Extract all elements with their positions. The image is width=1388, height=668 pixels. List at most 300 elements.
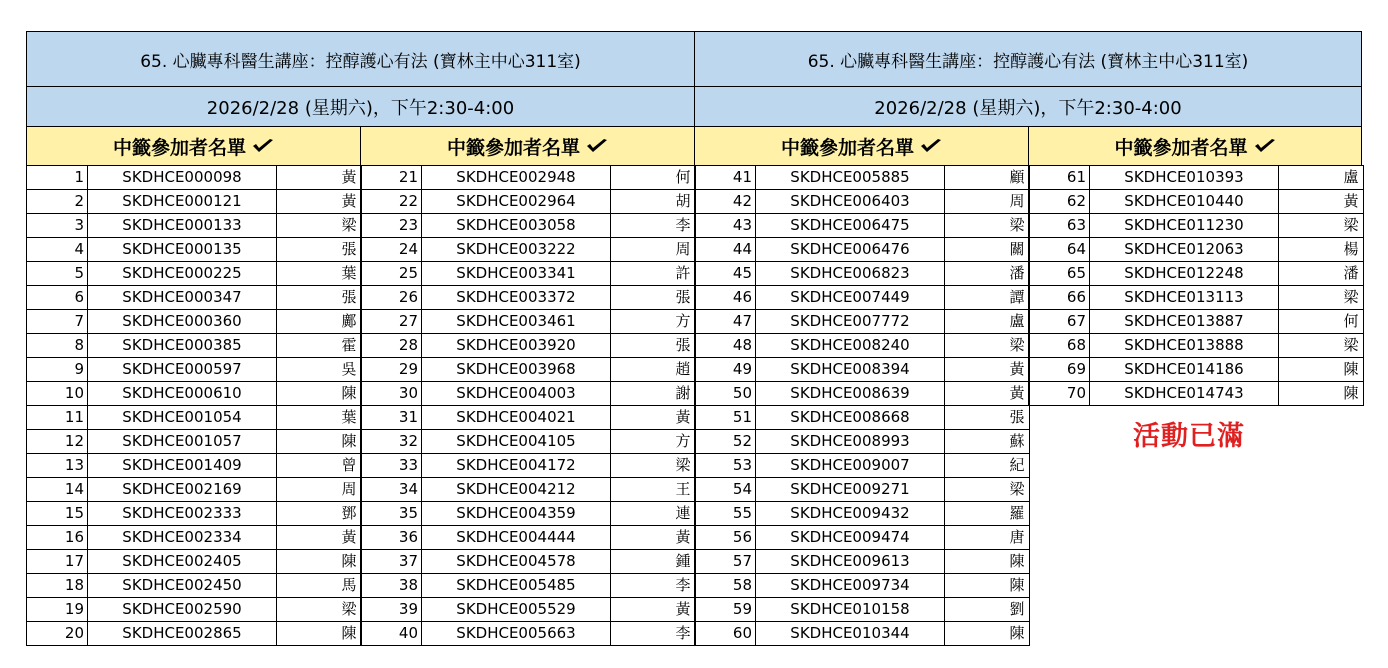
table-row (27, 550, 362, 574)
row-number: 34 (361, 478, 422, 502)
table-row (1029, 214, 1364, 238)
table-row (695, 358, 1030, 382)
row-number: 57 (695, 550, 756, 574)
table-row (695, 454, 1030, 478)
participant-code: SKDHCE004578 (422, 550, 611, 574)
row-number: 56 (695, 526, 756, 550)
participant-code: SKDHCE008240 (756, 334, 945, 358)
participant-surname: 周 (945, 190, 1030, 214)
table-row (27, 262, 362, 286)
participant-code: SKDHCE004212 (422, 478, 611, 502)
participant-code: SKDHCE004105 (422, 430, 611, 454)
row-number: 70 (1029, 382, 1090, 406)
participant-code: SKDHCE008394 (756, 358, 945, 382)
row-number: 49 (695, 358, 756, 382)
participant-surname: 胡 (611, 190, 696, 214)
table-row (27, 238, 362, 262)
check-icon (1254, 139, 1276, 153)
participant-surname: 陳 (1279, 382, 1364, 406)
participant-code: SKDHCE006475 (756, 214, 945, 238)
participant-surname: 黃 (945, 358, 1030, 382)
row-number: 55 (695, 502, 756, 526)
row-number: 59 (695, 598, 756, 622)
participant-surname: 劉 (945, 598, 1030, 622)
participant-surname: 李 (611, 574, 696, 598)
participant-code: SKDHCE007772 (756, 310, 945, 334)
event-full-notice: 活動已滿 (1133, 421, 1245, 452)
row-number: 44 (695, 238, 756, 262)
row-number: 7 (27, 310, 88, 334)
table-row (361, 454, 696, 478)
participant-code: SKDHCE002169 (88, 478, 277, 502)
table-row (27, 334, 362, 358)
participant-surname: 關 (945, 238, 1030, 262)
participant-surname: 黃 (1279, 190, 1364, 214)
participant-surname: 葉 (277, 406, 362, 430)
table-row (695, 262, 1030, 286)
participant-surname: 梁 (277, 214, 362, 238)
participant-code: SKDHCE002405 (88, 550, 277, 574)
participant-surname: 盧 (1279, 166, 1364, 190)
participant-code: SKDHCE001057 (88, 430, 277, 454)
row-number: 6 (27, 286, 88, 310)
table-row (1029, 382, 1364, 406)
participant-code: SKDHCE013887 (1090, 310, 1279, 334)
participant-code: SKDHCE010440 (1090, 190, 1279, 214)
participant-surname: 黃 (945, 382, 1030, 406)
row-number: 41 (695, 166, 756, 190)
participant-surname: 連 (611, 502, 696, 526)
row-number: 36 (361, 526, 422, 550)
row-number: 39 (361, 598, 422, 622)
row-number: 32 (361, 430, 422, 454)
table-row (361, 574, 696, 598)
table-row (27, 454, 362, 478)
participant-code: SKDHCE009432 (756, 502, 945, 526)
participant-code: SKDHCE002333 (88, 502, 277, 526)
participant-code: SKDHCE012063 (1090, 238, 1279, 262)
table-row (695, 550, 1030, 574)
row-number: 67 (1029, 310, 1090, 334)
row-number: 45 (695, 262, 756, 286)
participant-surname: 王 (611, 478, 696, 502)
participant-code: SKDHCE004172 (422, 454, 611, 478)
participant-surname: 顧 (945, 166, 1030, 190)
row-number: 63 (1029, 214, 1090, 238)
participant-code: SKDHCE005663 (422, 622, 611, 646)
table-row (361, 238, 696, 262)
table-row (361, 214, 696, 238)
participant-surname: 陳 (945, 622, 1030, 646)
check-icon (252, 139, 274, 153)
table-row (27, 478, 362, 502)
participant-surname: 黃 (611, 598, 696, 622)
participant-surname: 黃 (277, 166, 362, 190)
table-row (361, 262, 696, 286)
participant-surname: 唐 (945, 526, 1030, 550)
table-row (695, 406, 1030, 430)
participant-surname: 譚 (945, 286, 1030, 310)
row-number: 37 (361, 550, 422, 574)
list-heading-2 (360, 126, 695, 166)
row-number: 16 (27, 526, 88, 550)
row-number: 11 (27, 406, 88, 430)
table-row (361, 622, 696, 646)
participant-code: SKDHCE009734 (756, 574, 945, 598)
participant-code: SKDHCE000597 (88, 358, 277, 382)
table-row (695, 574, 1030, 598)
panel-title-right: 65. 心臟專科醫生講座：控醇護心有法 (寶林主中心311室) (694, 31, 1362, 87)
row-number: 66 (1029, 286, 1090, 310)
participant-surname: 盧 (945, 310, 1030, 334)
row-number: 31 (361, 406, 422, 430)
table-row (27, 214, 362, 238)
participant-code: SKDHCE002948 (422, 166, 611, 190)
participant-surname: 何 (1279, 310, 1364, 334)
participant-surname: 陳 (277, 550, 362, 574)
participant-surname: 李 (611, 214, 696, 238)
table-row (1029, 190, 1364, 214)
participant-code: SKDHCE002964 (422, 190, 611, 214)
participant-code: SKDHCE003461 (422, 310, 611, 334)
participant-surname: 梁 (1279, 214, 1364, 238)
participant-surname: 楊 (1279, 238, 1364, 262)
participant-surname: 梁 (1279, 286, 1364, 310)
participant-code: SKDHCE005485 (422, 574, 611, 598)
table-row (361, 286, 696, 310)
participant-surname: 黃 (611, 526, 696, 550)
participant-code: SKDHCE003372 (422, 286, 611, 310)
row-number: 43 (695, 214, 756, 238)
row-number: 21 (361, 166, 422, 190)
row-number: 42 (695, 190, 756, 214)
row-number: 47 (695, 310, 756, 334)
participant-code: SKDHCE002590 (88, 598, 277, 622)
row-number: 29 (361, 358, 422, 382)
table-row (361, 478, 696, 502)
participant-surname: 陳 (277, 382, 362, 406)
participant-code: SKDHCE000385 (88, 334, 277, 358)
list-heading-text: 中籤參加者名單 (1114, 136, 1248, 159)
participant-code: SKDHCE007449 (756, 286, 945, 310)
table-row (27, 526, 362, 550)
participant-surname: 梁 (945, 478, 1030, 502)
participant-code: SKDHCE009474 (756, 526, 945, 550)
participant-code: SKDHCE003920 (422, 334, 611, 358)
participant-surname: 張 (277, 286, 362, 310)
table-row (27, 286, 362, 310)
row-number: 50 (695, 382, 756, 406)
row-number: 24 (361, 238, 422, 262)
table-row (1029, 262, 1364, 286)
table-row (1029, 358, 1364, 382)
participant-surname: 黃 (611, 406, 696, 430)
participant-surname: 梁 (945, 334, 1030, 358)
participant-surname: 何 (611, 166, 696, 190)
table-row (361, 166, 696, 190)
table-row (27, 166, 362, 190)
participant-surname: 張 (611, 286, 696, 310)
participant-surname: 鄺 (277, 310, 362, 334)
list-heading-text: 中籤參加者名單 (112, 136, 246, 159)
participant-table-1 (26, 165, 362, 646)
table-row (695, 286, 1030, 310)
row-number: 18 (27, 574, 88, 598)
table-row (695, 478, 1030, 502)
participant-code: SKDHCE013888 (1090, 334, 1279, 358)
table-row (695, 430, 1030, 454)
row-number: 20 (27, 622, 88, 646)
participant-code: SKDHCE008668 (756, 406, 945, 430)
row-number: 53 (695, 454, 756, 478)
row-number: 2 (27, 190, 88, 214)
table-row (361, 550, 696, 574)
list-heading-1 (26, 126, 361, 166)
row-number: 35 (361, 502, 422, 526)
table-row (695, 382, 1030, 406)
row-number: 38 (361, 574, 422, 598)
table-row (361, 526, 696, 550)
table-row (27, 190, 362, 214)
participant-surname: 潘 (1279, 262, 1364, 286)
participant-code: SKDHCE000225 (88, 262, 277, 286)
check-icon (920, 139, 942, 153)
row-number: 15 (27, 502, 88, 526)
table-row (1029, 286, 1364, 310)
row-number: 17 (27, 550, 88, 574)
table-row (361, 430, 696, 454)
participant-surname: 梁 (1279, 334, 1364, 358)
participant-surname: 張 (611, 334, 696, 358)
participant-code: SKDHCE003968 (422, 358, 611, 382)
table-row (695, 502, 1030, 526)
participant-code: SKDHCE014186 (1090, 358, 1279, 382)
participant-surname: 李 (611, 622, 696, 646)
row-number: 26 (361, 286, 422, 310)
participant-surname: 黃 (277, 190, 362, 214)
check-icon (586, 139, 608, 153)
panel-date-right: 2026/2/28 (星期六)，下午2:30-4:00 (694, 86, 1362, 127)
row-number: 33 (361, 454, 422, 478)
row-number: 1 (27, 166, 88, 190)
table-row (27, 382, 362, 406)
table-row (1029, 238, 1364, 262)
participant-code: SKDHCE006403 (756, 190, 945, 214)
row-number: 4 (27, 238, 88, 262)
participant-code: SKDHCE005885 (756, 166, 945, 190)
table-row (361, 190, 696, 214)
row-number: 30 (361, 382, 422, 406)
row-number: 12 (27, 430, 88, 454)
participant-surname: 謝 (611, 382, 696, 406)
participant-surname: 黃 (277, 526, 362, 550)
participant-surname: 方 (611, 430, 696, 454)
table-row (695, 238, 1030, 262)
participant-surname: 紀 (945, 454, 1030, 478)
participant-code: SKDHCE000347 (88, 286, 277, 310)
table-row (1029, 334, 1364, 358)
table-row (361, 358, 696, 382)
participant-code: SKDHCE005529 (422, 598, 611, 622)
participant-surname: 霍 (277, 334, 362, 358)
lottery-result-sheet (26, 31, 1362, 647)
row-number: 65 (1029, 262, 1090, 286)
participant-code: SKDHCE004021 (422, 406, 611, 430)
table-row (27, 598, 362, 622)
participant-code: SKDHCE004444 (422, 526, 611, 550)
participant-code: SKDHCE002334 (88, 526, 277, 550)
participant-surname: 陳 (277, 430, 362, 454)
participant-code: SKDHCE002865 (88, 622, 277, 646)
participant-surname: 葉 (277, 262, 362, 286)
row-number: 28 (361, 334, 422, 358)
list-heading-text: 中籤參加者名單 (446, 136, 580, 159)
participant-code: SKDHCE004359 (422, 502, 611, 526)
table-row (695, 166, 1030, 190)
participant-code: SKDHCE000098 (88, 166, 277, 190)
table-row (27, 622, 362, 646)
participant-surname: 馬 (277, 574, 362, 598)
row-number: 9 (27, 358, 88, 382)
participant-code: SKDHCE000121 (88, 190, 277, 214)
participant-table-3 (694, 165, 1030, 646)
participant-surname: 陳 (945, 574, 1030, 598)
participant-code: SKDHCE002450 (88, 574, 277, 598)
participant-code: SKDHCE008993 (756, 430, 945, 454)
participant-surname: 鄧 (277, 502, 362, 526)
participant-code: SKDHCE000133 (88, 214, 277, 238)
participant-code: SKDHCE001054 (88, 406, 277, 430)
participant-code: SKDHCE013113 (1090, 286, 1279, 310)
table-row (695, 526, 1030, 550)
participant-surname: 周 (277, 478, 362, 502)
participant-surname: 曾 (277, 454, 362, 478)
participant-surname: 趙 (611, 358, 696, 382)
table-row (27, 406, 362, 430)
participant-surname: 陳 (945, 550, 1030, 574)
participant-surname: 鍾 (611, 550, 696, 574)
participant-code: SKDHCE009271 (756, 478, 945, 502)
row-number: 48 (695, 334, 756, 358)
participant-code: SKDHCE009613 (756, 550, 945, 574)
row-number: 68 (1029, 334, 1090, 358)
row-number: 23 (361, 214, 422, 238)
list-heading-3 (694, 126, 1029, 166)
table-row (361, 334, 696, 358)
row-number: 58 (695, 574, 756, 598)
table-row (361, 502, 696, 526)
participant-code: SKDHCE010158 (756, 598, 945, 622)
table-row (695, 310, 1030, 334)
participant-surname: 蘇 (945, 430, 1030, 454)
row-number: 14 (27, 478, 88, 502)
list-heading-text: 中籤參加者名單 (780, 136, 914, 159)
table-row (695, 598, 1030, 622)
row-number: 52 (695, 430, 756, 454)
participant-code: SKDHCE009007 (756, 454, 945, 478)
row-number: 40 (361, 622, 422, 646)
row-number: 19 (27, 598, 88, 622)
participant-surname: 方 (611, 310, 696, 334)
row-number: 22 (361, 190, 422, 214)
participant-surname: 吳 (277, 358, 362, 382)
participant-surname: 張 (277, 238, 362, 262)
participant-surname: 周 (611, 238, 696, 262)
participant-code: SKDHCE001409 (88, 454, 277, 478)
row-number: 25 (361, 262, 422, 286)
panel-title-left: 65. 心臟專科醫生講座：控醇護心有法 (寶林主中心311室) (26, 31, 695, 87)
participant-code: SKDHCE010344 (756, 622, 945, 646)
table-row (27, 502, 362, 526)
participant-surname: 陳 (277, 622, 362, 646)
row-number: 51 (695, 406, 756, 430)
table-row (27, 574, 362, 598)
participant-surname: 陳 (1279, 358, 1364, 382)
row-number: 3 (27, 214, 88, 238)
row-number: 54 (695, 478, 756, 502)
participant-code: SKDHCE003341 (422, 262, 611, 286)
participant-surname: 張 (945, 406, 1030, 430)
table-row (695, 214, 1030, 238)
participant-surname: 梁 (945, 214, 1030, 238)
participant-code: SKDHCE000360 (88, 310, 277, 334)
row-number: 27 (361, 310, 422, 334)
participant-code: SKDHCE006823 (756, 262, 945, 286)
row-number: 46 (695, 286, 756, 310)
participant-code: SKDHCE008639 (756, 382, 945, 406)
participant-table-2 (360, 165, 696, 646)
participant-table-4 (1028, 165, 1364, 406)
participant-surname: 梁 (611, 454, 696, 478)
row-number: 60 (695, 622, 756, 646)
row-number: 5 (27, 262, 88, 286)
participant-surname: 梁 (277, 598, 362, 622)
participant-code: SKDHCE010393 (1090, 166, 1279, 190)
row-number: 61 (1029, 166, 1090, 190)
table-row (695, 334, 1030, 358)
table-row (1029, 166, 1364, 190)
participant-code: SKDHCE000135 (88, 238, 277, 262)
table-row (27, 310, 362, 334)
row-number: 69 (1029, 358, 1090, 382)
participant-surname: 許 (611, 262, 696, 286)
participant-surname: 潘 (945, 262, 1030, 286)
list-heading-4 (1028, 126, 1362, 166)
row-number: 13 (27, 454, 88, 478)
row-number: 64 (1029, 238, 1090, 262)
row-number: 8 (27, 334, 88, 358)
participant-code: SKDHCE014743 (1090, 382, 1279, 406)
panel-date-left: 2026/2/28 (星期六)，下午2:30-4:00 (26, 86, 695, 127)
table-row (27, 358, 362, 382)
table-row (27, 430, 362, 454)
row-number: 10 (27, 382, 88, 406)
participant-code: SKDHCE011230 (1090, 214, 1279, 238)
participant-code: SKDHCE003222 (422, 238, 611, 262)
participant-code: SKDHCE012248 (1090, 262, 1279, 286)
table-row (361, 598, 696, 622)
table-row (361, 406, 696, 430)
participant-code: SKDHCE004003 (422, 382, 611, 406)
participant-code: SKDHCE006476 (756, 238, 945, 262)
participant-surname: 羅 (945, 502, 1030, 526)
table-row (695, 622, 1030, 646)
table-row (361, 310, 696, 334)
participant-code: SKDHCE003058 (422, 214, 611, 238)
table-row (1029, 310, 1364, 334)
table-row (361, 382, 696, 406)
table-row (695, 190, 1030, 214)
